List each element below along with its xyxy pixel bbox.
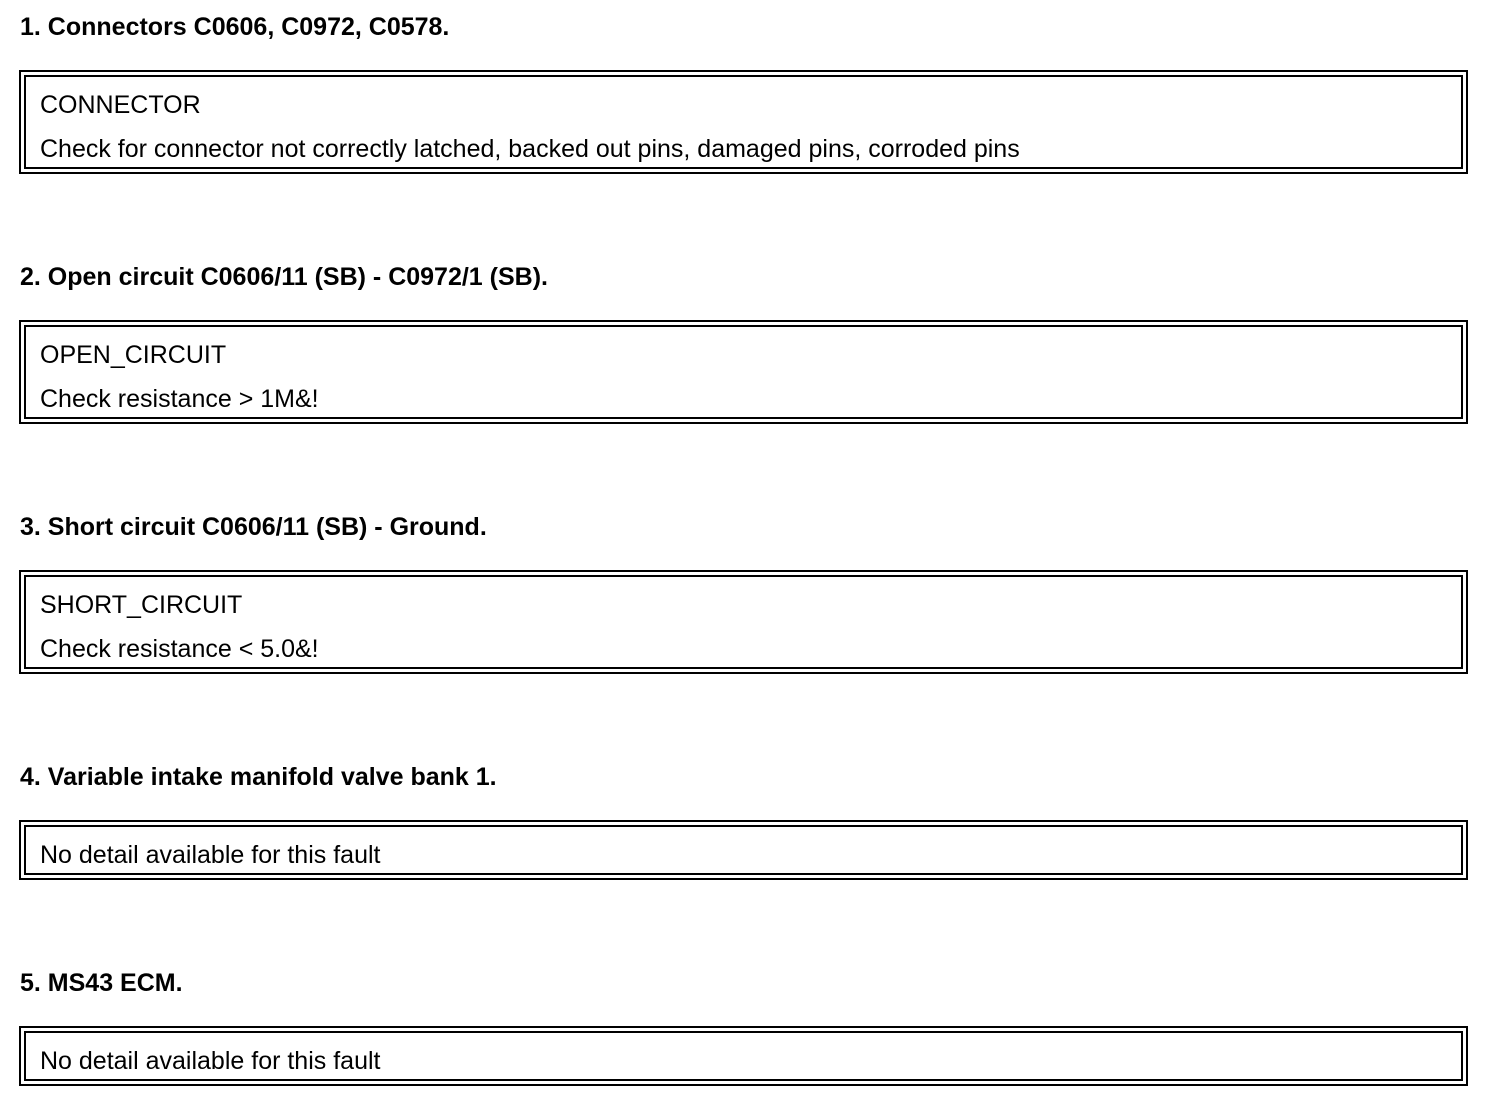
section-heading: 5. MS43 ECM. [20,969,183,997]
box-title: OPEN_CIRCUIT [40,341,227,369]
section-heading: 4. Variable intake manifold valve bank 1. [20,763,497,791]
detail-box [19,70,1468,174]
box-detail: Check resistance > 1M&! [40,385,319,413]
box-detail: No detail available for this fault [40,841,381,869]
detail-box [19,320,1468,424]
section-heading: 1. Connectors C0606, C0972, C0578. [20,13,450,41]
box-title: SHORT_CIRCUIT [40,591,243,619]
box-detail: Check for connector not correctly latched, backed out pins, damaged pins, corroded pins [40,135,1020,163]
detail-box [19,820,1468,880]
detail-box [19,570,1468,674]
section-heading: 3. Short circuit C0606/11 (SB) - Ground. [20,513,487,541]
detail-box [19,1026,1468,1086]
box-title: CONNECTOR [40,91,201,119]
box-detail: No detail available for this fault [40,1047,381,1075]
box-detail: Check resistance < 5.0&! [40,635,319,663]
section-heading: 2. Open circuit C0606/11 (SB) - C0972/1 (SB). [20,263,548,291]
